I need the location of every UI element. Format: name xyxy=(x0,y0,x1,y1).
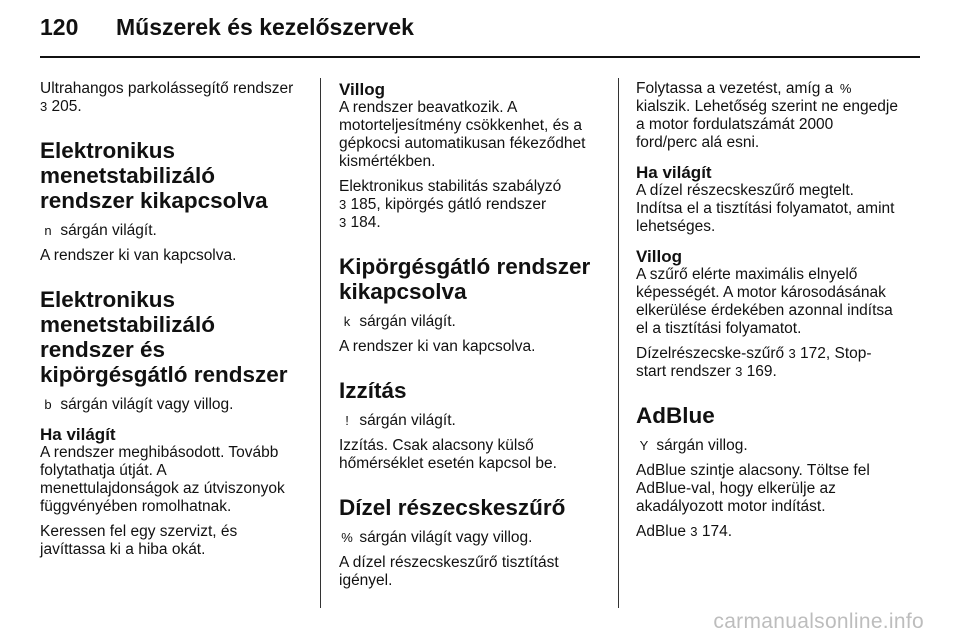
heading-if-lit: Ha világít xyxy=(636,163,712,182)
heading-flashing: Villog xyxy=(636,247,682,266)
page-number: 120 xyxy=(40,14,79,40)
esc-tc-indicator-line: b sárgán világít vagy villog. xyxy=(40,396,302,414)
intro-paragraph: Ultrahangos parkolássegítő rendszer 3 205. xyxy=(40,80,294,115)
dpf-reference: Dízelrészecske-szűrő 3 172, Stop-start rendszer 3 169. xyxy=(636,345,872,380)
glow-text: Izzítás. Csak alacsony külső hőmérséklet esetén kapcsol be. xyxy=(339,437,557,472)
heading-dpf: Dízel részecskeszűrő xyxy=(339,495,566,520)
page-ref-icon: 3 xyxy=(339,197,347,212)
page-ref-icon: 3 xyxy=(735,364,743,379)
heading-esc-tc: Elektronikus menetstabilizáló rendszer és kipörgésgátló rendszer xyxy=(40,287,288,387)
heading-glow: Izzítás xyxy=(339,378,407,403)
tc-off-icon: k xyxy=(343,314,351,329)
column-2 xyxy=(339,80,601,597)
column-1 xyxy=(40,80,302,566)
heading-esc-off: Elektronikus menetstabilizáló rendszer kikapcsolva xyxy=(40,138,268,213)
column-3 xyxy=(636,80,898,548)
page-header xyxy=(40,14,414,54)
esc-off-icon: n xyxy=(44,223,52,238)
adblue-text: AdBlue szintje alacsony. Töltse fel AdBlue-val, hogy elkerülje az akadályozott motor indítást. xyxy=(636,462,870,515)
adblue-indicator-line: Y sárgán villog. xyxy=(636,437,898,455)
esc-reference: Elektronikus stabilitás szabályzó 3 185, kipörgés gátló rendszer 3 184. xyxy=(339,178,562,231)
flashing-text: A rendszer beavatkozik. A motorteljesítmény csökkenhet, és a gépkocsi automatikusan fékeződhet kismértékben. xyxy=(339,99,586,170)
dpf-text: A dízel részecskeszűrő tisztítást igényel. xyxy=(339,554,559,589)
heading-flashing: Villog xyxy=(339,80,385,99)
column-divider xyxy=(320,78,321,608)
service-text: Keressen fel egy szervizt, és javíttassa ki a hiba okát. xyxy=(40,523,238,558)
adblue-icon: Y xyxy=(639,438,649,453)
heading-adblue: AdBlue xyxy=(636,403,715,428)
page-ref-icon: 3 xyxy=(690,524,698,539)
glow-plug-icon: ! xyxy=(345,413,349,428)
if-lit-text: A rendszer meghibásodott. Tovább folytathatja útját. A menettulajdonságok az útviszonyok függvényében romolhatnak. xyxy=(40,444,285,515)
dpf-indicator-line: % sárgán világít vagy villog. xyxy=(339,529,601,547)
page-ref-icon: 3 xyxy=(40,99,48,114)
continue-driving-text: Folytassa a vezetést, amíg a % kialszik. Lehetőség szerint ne engedje a motor fordulatszámát 2000 ford/perc alá esni. xyxy=(636,80,898,151)
tc-off-indicator-line: k sárgán világít. xyxy=(339,313,601,331)
column-divider xyxy=(618,78,619,608)
dpf-flashing-text: A szűrő elérte maximális elnyelő képességét. A motor károsodásának elkerülése érdekében azonnal indítsa el a tisztítási folyamatot. xyxy=(636,266,893,337)
esc-off-text: A rendszer ki van kapcsolva. xyxy=(40,247,237,264)
heading-tc-off: Kipörgésgátló rendszer kikapcsolva xyxy=(339,254,591,304)
glow-indicator-line: ! sárgán világít. xyxy=(339,412,601,430)
watermark: carmanualsonline.info xyxy=(713,610,924,633)
dpf-icon: % xyxy=(341,530,353,545)
heading-if-lit: Ha világít xyxy=(40,425,116,444)
dpf-icon: % xyxy=(839,81,852,96)
page-ref-icon: 3 xyxy=(788,346,796,361)
header-rule xyxy=(40,56,920,58)
esc-tc-icon: b xyxy=(44,397,52,412)
tc-off-text: A rendszer ki van kapcsolva. xyxy=(339,338,536,355)
running-title: Műszerek és kezelőszervek xyxy=(116,14,414,40)
adblue-reference: AdBlue 3 174. xyxy=(636,523,733,540)
page-ref-icon: 3 xyxy=(339,215,347,230)
esc-off-indicator-line: n sárgán világít. xyxy=(40,222,302,240)
dpf-lit-text: A dízel részecskeszűrő megtelt. Indítsa el a tisztítási folyamatot, amint lehetséges. xyxy=(636,182,895,235)
